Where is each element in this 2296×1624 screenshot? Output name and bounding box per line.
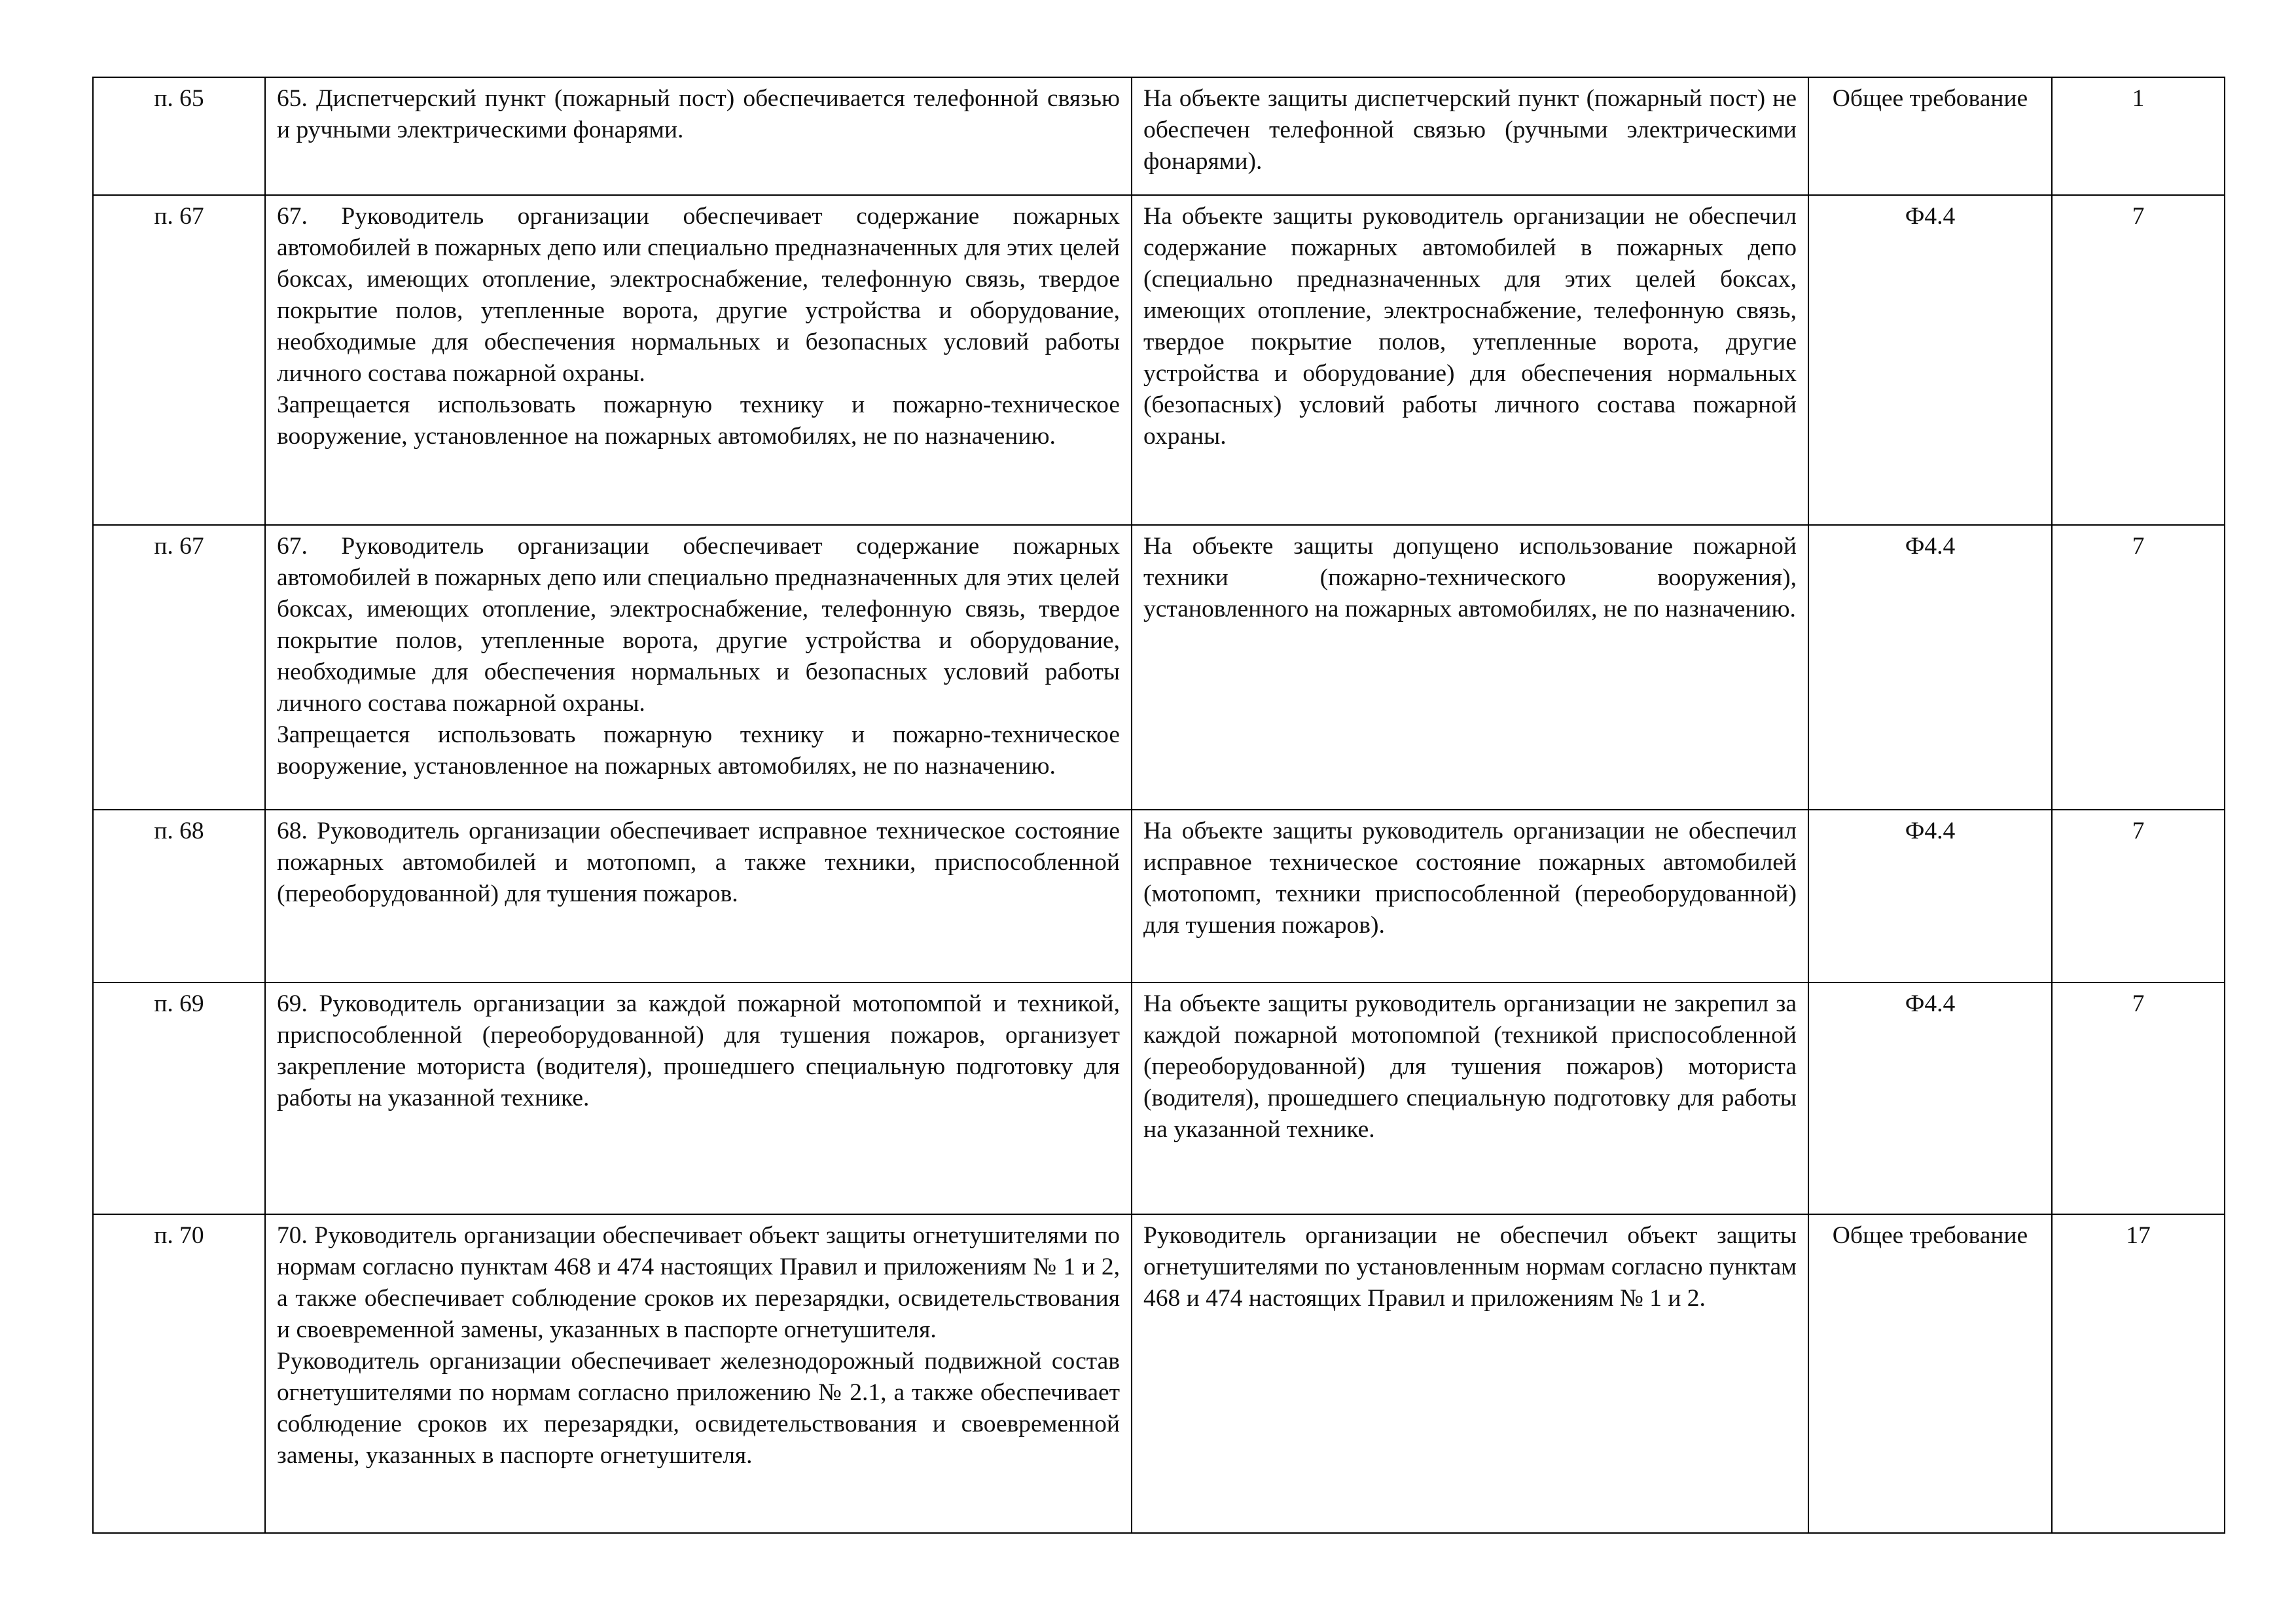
category-cell: Ф4.4 xyxy=(1808,525,2052,810)
table-row xyxy=(93,1214,2225,1533)
requirement-cell xyxy=(265,525,1132,810)
violation-cell: На объекте защиты диспетчерский пункт (пожарный пост) не обеспечен телефонной связью (ручными электрическими фонарями). xyxy=(1132,77,1808,195)
requirement-cell xyxy=(265,810,1132,983)
requirement-cell xyxy=(265,195,1132,525)
point-cell: п. 67 xyxy=(93,195,265,525)
number-cell: 1 xyxy=(2052,77,2225,195)
requirement-cell xyxy=(265,1214,1132,1533)
point-cell: п. 65 xyxy=(93,77,265,195)
number-cell: 7 xyxy=(2052,810,2225,983)
table-row xyxy=(93,77,2225,195)
category-cell: Ф4.4 xyxy=(1808,810,2052,983)
number-cell: 7 xyxy=(2052,195,2225,525)
requirement-paragraph: 68. Руководитель организации обеспечивает исправное техническое состояние пожарных автомобилей и мотопомп, а также техники, приспособленной (переоборудованной) для тушения пожаров. xyxy=(277,818,1120,907)
number-cell: 7 xyxy=(2052,525,2225,810)
requirement-paragraph: Запрещается использовать пожарную технику и пожарно-техническое вооружение, установленное на пожарных автомобилях, не по назначению. xyxy=(277,721,1120,780)
table-row xyxy=(93,983,2225,1214)
requirement-cell xyxy=(265,77,1132,195)
violation-cell: На объекте защиты руководитель организации не закрепил за каждой пожарной мотопомпой (техникой приспособленной (переоборудованной) для тушения пожаров) моториста (водителя), прошедшего специальную подготовку для работы на указанной технике. xyxy=(1132,983,1808,1214)
category-cell: Общее требование xyxy=(1808,1214,2052,1533)
table-row xyxy=(93,195,2225,525)
point-cell: п. 70 xyxy=(93,1214,265,1533)
requirement-cell xyxy=(265,983,1132,1214)
category-cell: Ф4.4 xyxy=(1808,983,2052,1214)
requirement-paragraph: 67. Руководитель организации обеспечивает содержание пожарных автомобилей в пожарных депо или специально предназначенных для этих целей боксах, имеющих отопление, электроснабжение, телефонную связь, твердое покрытие полов, утепленные ворота, другие устройства и оборудование, необходимые для обеспечения нормальных и безопасных условий работы личного состава пожарной охраны. xyxy=(277,533,1120,717)
requirement-paragraph: Руководитель организации обеспечивает железнодорожный подвижной состав огнетушителями по нормам согласно приложению № 2.1, а также обеспечивает соблюдение сроков их перезарядки, освидетельствования и своевременной замены, указанных в паспорте огнетушителя. xyxy=(277,1348,1120,1469)
violation-cell: На объекте защиты руководитель организации не обеспечил содержание пожарных автомобилей в пожарных депо (специально предназначенных для этих целей боксах, имеющих отопление, электроснабжение, телефонную связь, твердое покрытие полов, утепленные ворота, другие устройства и оборудование) для обеспечения нормальных (безопасных) условий работы личного состава пожарной охраны. xyxy=(1132,195,1808,525)
point-cell: п. 68 xyxy=(93,810,265,983)
requirements-table xyxy=(92,77,2225,1534)
requirement-paragraph: 67. Руководитель организации обеспечивает содержание пожарных автомобилей в пожарных депо или специально предназначенных для этих целей боксах, имеющих отопление, электроснабжение, телефонную связь, твердое покрытие полов, утепленные ворота, другие устройства и оборудование, необходимые для обеспечения нормальных и безопасных условий работы личного состава пожарной охраны. xyxy=(277,203,1120,387)
violation-cell: На объекте защиты допущено использование пожарной техники (пожарно-технического вооружения), установленного на пожарных автомобилях, не по назначению. xyxy=(1132,525,1808,810)
requirement-paragraph: 65. Диспетчерский пункт (пожарный пост) обеспечивается телефонной связью и ручными электрическими фонарями. xyxy=(277,85,1120,143)
table-row xyxy=(93,525,2225,810)
point-cell: п. 67 xyxy=(93,525,265,810)
requirement-paragraph: Запрещается использовать пожарную технику и пожарно-техническое вооружение, установленное на пожарных автомобилях, не по назначению. xyxy=(277,391,1120,450)
table-row xyxy=(93,810,2225,983)
category-cell: Общее требование xyxy=(1808,77,2052,195)
violation-cell: На объекте защиты руководитель организации не обеспечил исправное техническое состояние пожарных автомобилей (мотопомп, техники приспособленной (переоборудованной) для тушения пожаров). xyxy=(1132,810,1808,983)
violation-cell: Руководитель организации не обеспечил объект защиты огнетушителями по установленным нормам согласно пунктам 468 и 474 настоящих Правил и приложениям № 1 и 2. xyxy=(1132,1214,1808,1533)
number-cell: 17 xyxy=(2052,1214,2225,1533)
point-cell: п. 69 xyxy=(93,983,265,1214)
requirement-paragraph: 69. Руководитель организации за каждой пожарной мотопомпой и техникой, приспособленной (переоборудованной) для тушения пожаров, организует закрепление моториста (водителя), прошедшего специальную подготовку для работы на указанной технике. xyxy=(277,990,1120,1111)
requirement-paragraph: 70. Руководитель организации обеспечивает объект защиты огнетушителями по нормам согласно пунктам 468 и 474 настоящих Правил и приложениям № 1 и 2, а также обеспечивает соблюдение сроков их перезарядки, освидетельствования и своевременной замены, указанных в паспорте огнетушителя. xyxy=(277,1222,1120,1343)
category-cell: Ф4.4 xyxy=(1808,195,2052,525)
number-cell: 7 xyxy=(2052,983,2225,1214)
